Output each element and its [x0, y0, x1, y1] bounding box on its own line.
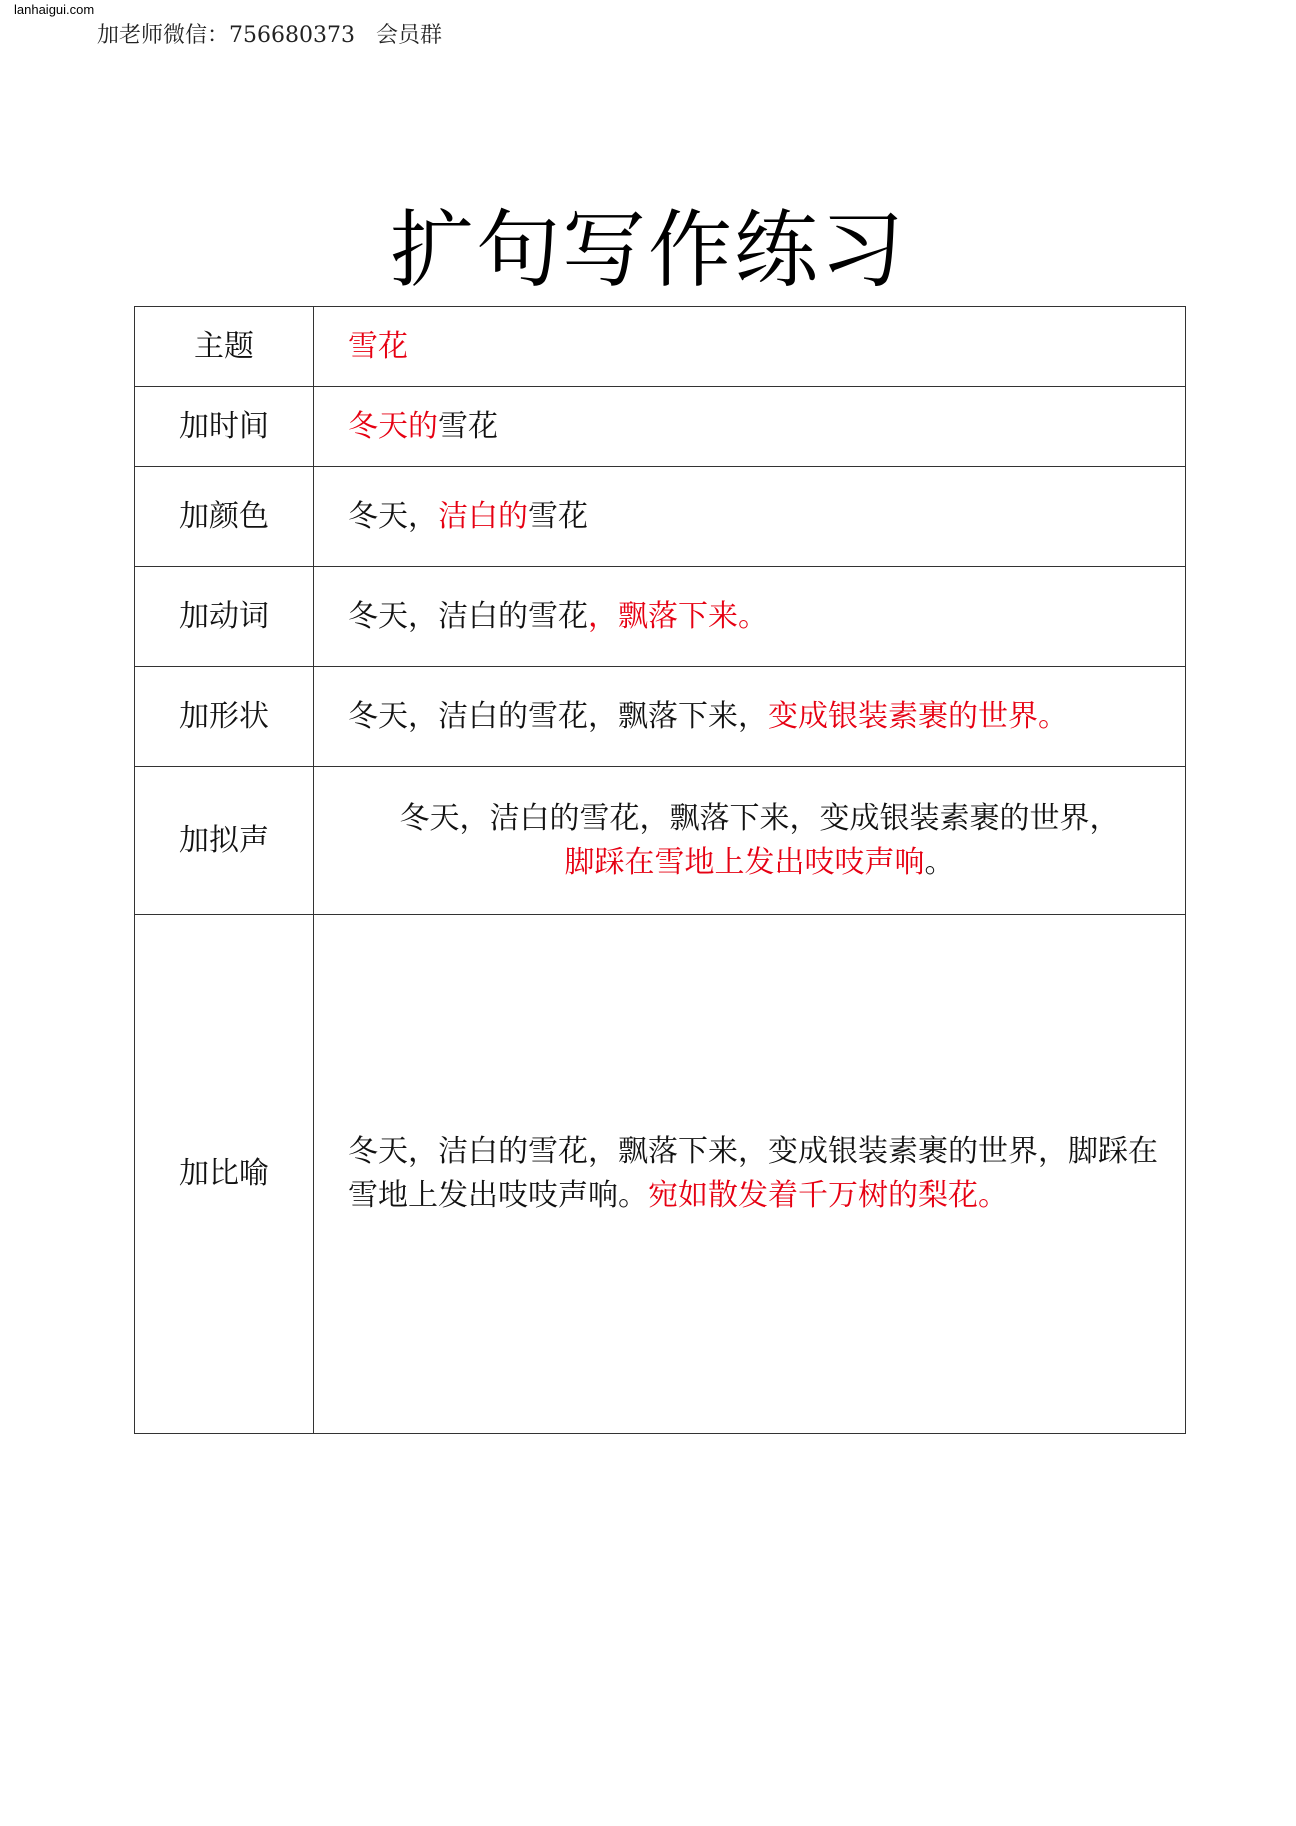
row-content	[314, 915, 1186, 1434]
row-content	[314, 307, 1186, 387]
text-segment: 冬天，洁白的雪花，飘落下来，变成银装素裹的世界，	[399, 800, 1120, 836]
text-segment: 。	[924, 844, 955, 880]
row-label: 加形状	[135, 667, 314, 767]
text-segment: 变成银装素裹的世界。	[768, 698, 1068, 734]
table-row	[135, 667, 1186, 767]
table-row	[135, 467, 1186, 567]
text-segment: 冬天，洁白的雪花，飘落下来，变成银装素裹的世界，脚踩在雪地上发出吱吱声响。	[348, 1134, 1158, 1213]
row-content	[314, 467, 1186, 567]
text-segment: ，飘落下来。	[588, 598, 768, 634]
row-label: 主题	[135, 307, 314, 387]
row-label: 加拟声	[135, 767, 314, 915]
text-segment: 雪花	[528, 498, 588, 534]
row-content	[314, 767, 1186, 915]
text-segment: 冬天，	[348, 498, 438, 534]
text-segment: 雪花	[348, 328, 408, 364]
table-row	[135, 767, 1186, 915]
row-content	[314, 567, 1186, 667]
text-segment: 宛如散发着千万树的梨花。	[648, 1178, 1008, 1213]
text-segment: 洁白的	[438, 498, 528, 534]
text-segment: 脚踩在雪地上发出吱吱声响	[564, 844, 925, 880]
row-label: 加比喻	[135, 915, 314, 1434]
page-title: 扩句写作练习	[389, 201, 906, 299]
row-content	[314, 387, 1186, 467]
table-row	[135, 567, 1186, 667]
text-segment: 雪花	[438, 408, 498, 444]
row-label: 加时间	[135, 387, 314, 467]
table-row	[135, 915, 1186, 1434]
text-segment: 冬天，洁白的雪花，飘落下来，	[348, 698, 768, 734]
row-label: 加动词	[135, 567, 314, 667]
table-row	[135, 307, 1186, 387]
expansion-table	[134, 306, 1186, 1434]
text-segment: 冬天的	[348, 408, 438, 444]
row-content	[314, 667, 1186, 767]
row-label: 加颜色	[135, 467, 314, 567]
contact-line: 加老师微信：756680373 会员群	[97, 23, 442, 48]
table-row	[135, 387, 1186, 467]
text-segment: 冬天，洁白的雪花	[348, 598, 588, 634]
site-watermark: lanhaigui.com	[14, 2, 95, 17]
